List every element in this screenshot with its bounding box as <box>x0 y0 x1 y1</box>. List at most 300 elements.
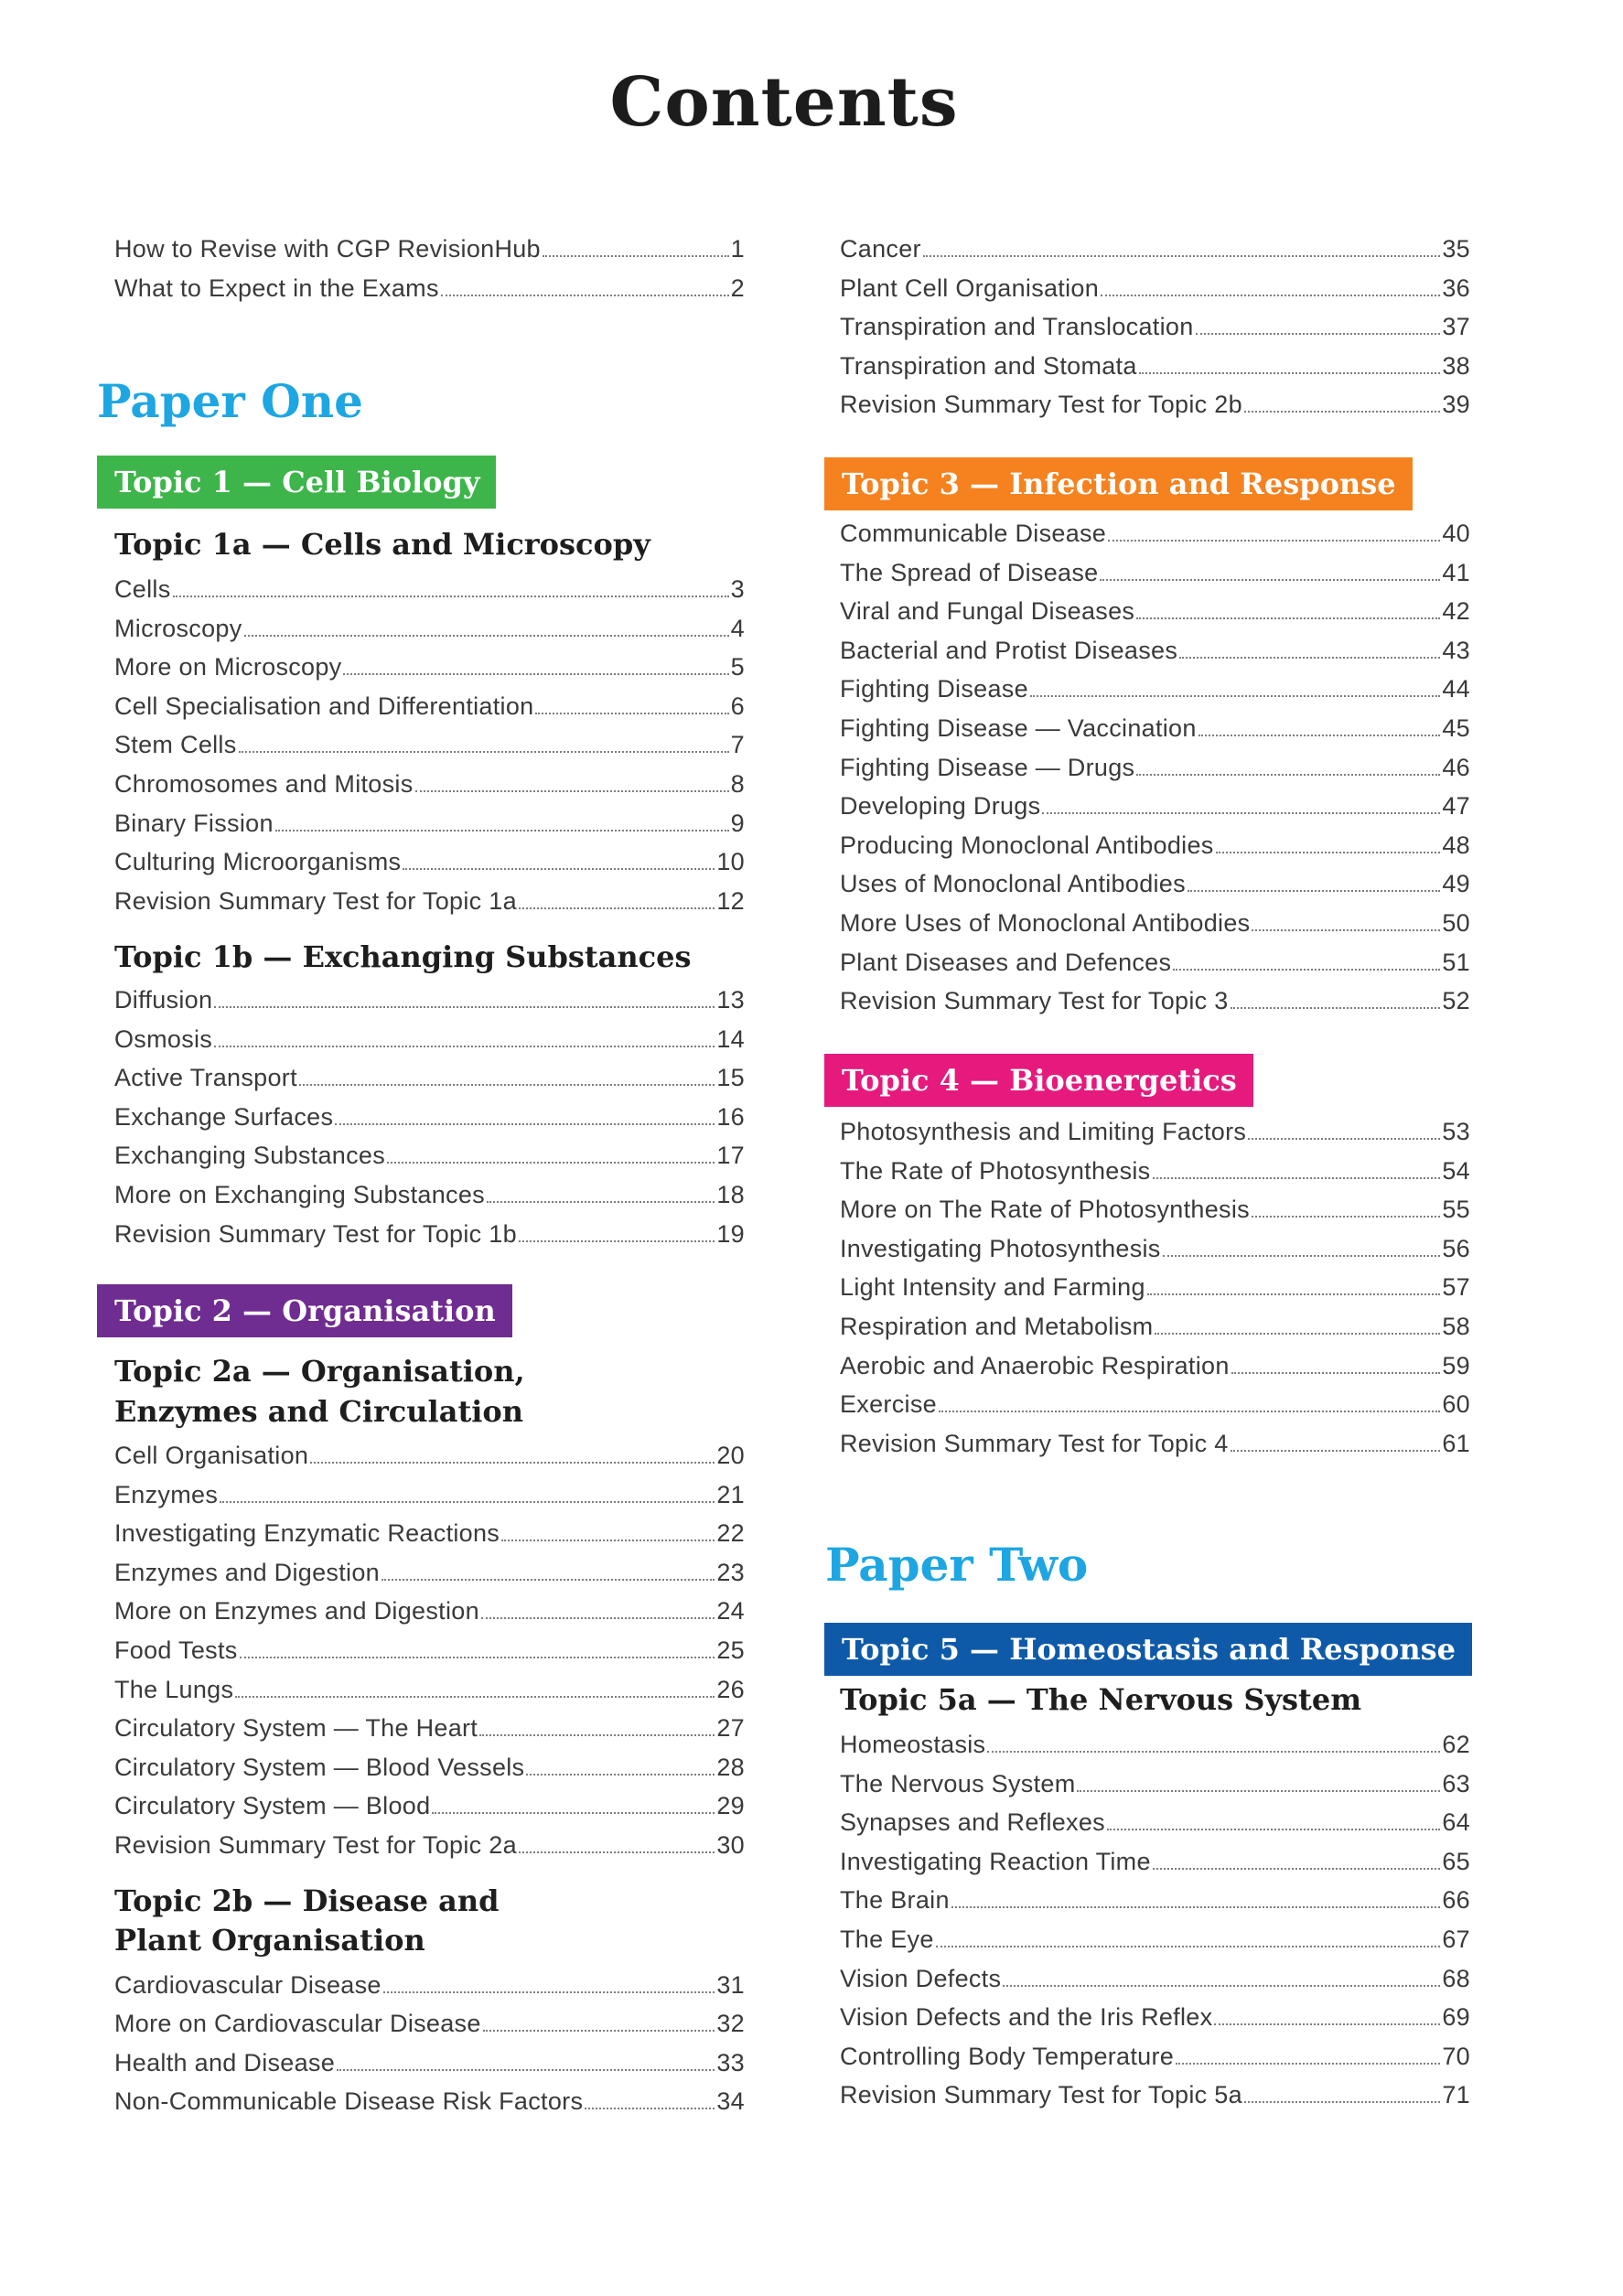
dot-leader <box>1216 852 1441 853</box>
toc-entry <box>840 1998 1470 2037</box>
toc-entry <box>840 826 1470 865</box>
toc-entry-title: Homeostasis <box>840 1731 986 1758</box>
toc-entry-title: Uses of Monoclonal Antibodies <box>840 870 1186 898</box>
toc-entry-page-number: 35 <box>1442 235 1470 263</box>
dot-leader <box>1248 1138 1440 1140</box>
toc-entry-title: Revision Summary Test for Topic 3 <box>840 987 1229 1015</box>
toc-entry-page-number: 16 <box>716 1102 745 1131</box>
toc-entry-page-number: 25 <box>716 1636 745 1664</box>
toc-entry-page-number: 33 <box>716 2048 745 2076</box>
dot-leader <box>987 1751 1440 1753</box>
toc-entry-title: Fighting Disease — Drugs <box>840 753 1135 781</box>
toc-entry <box>840 864 1470 904</box>
toc-entry <box>114 1670 745 1710</box>
toc-entry <box>114 842 745 882</box>
toc-entry <box>840 1725 1470 1765</box>
dot-leader <box>1214 2023 1440 2025</box>
toc-entry <box>114 1175 745 1215</box>
toc-entry-page-number: 36 <box>1442 274 1470 302</box>
toc-entry-title: The Lungs <box>114 1675 234 1703</box>
toc-entry-title: Revision Summary Test for Topic 2b <box>840 391 1242 419</box>
toc-entry-title: Culturing Microorganisms <box>114 848 402 876</box>
toc-entry-page-number: 58 <box>1442 1312 1470 1340</box>
dot-leader <box>1139 372 1441 374</box>
toc-entry-title: Circulatory System — Blood <box>114 1792 431 1820</box>
toc-entry-page-number: 18 <box>716 1180 745 1208</box>
dot-leader <box>310 1462 715 1464</box>
toc-entry <box>840 1920 1470 1959</box>
toc-entry-page-number: 69 <box>1442 2003 1470 2032</box>
dot-leader <box>1179 657 1440 659</box>
topic-2a-entries <box>114 1436 745 1865</box>
toc-entry-title: Synapses and Reflexes <box>840 1808 1105 1837</box>
toc-entry <box>840 1842 1470 1882</box>
toc-entry <box>114 230 745 269</box>
dot-leader <box>1231 1372 1441 1374</box>
toc-entry-page-number: 52 <box>1442 987 1470 1015</box>
toc-entry-title: Enzymes and Digestion <box>114 1558 380 1586</box>
topic-2b-entries <box>114 1966 745 2121</box>
toc-entry <box>840 2037 1470 2076</box>
toc-entry-title: The Brain <box>840 1886 950 1915</box>
toc-entry-page-number: 30 <box>716 1830 745 1859</box>
toc-entry <box>840 1307 1470 1346</box>
toc-entry-title: The Spread of Disease <box>840 558 1099 586</box>
topic-1b-entries <box>114 981 745 1253</box>
dot-leader <box>441 295 729 296</box>
toc-entry-page-number: 41 <box>1442 558 1470 586</box>
toc-entry-title: Enzymes <box>114 1480 219 1508</box>
toc-entry <box>114 1786 745 1826</box>
toc-entry-page-number: 10 <box>716 848 745 876</box>
toc-entry-page-number: 7 <box>730 731 745 759</box>
toc-entry <box>114 570 745 609</box>
toc-entry-title: Producing Monoclonal Antibodies <box>840 831 1214 859</box>
dot-leader <box>1176 2063 1440 2065</box>
toc-entry <box>114 1631 745 1670</box>
toc-entry-page-number: 6 <box>730 692 745 720</box>
topic-1a-entries <box>114 570 745 920</box>
toc-entry <box>114 765 745 804</box>
dot-leader <box>1244 411 1440 413</box>
toc-entry-page-number: 14 <box>716 1025 745 1053</box>
dot-leader <box>519 907 715 909</box>
toc-entry-page-number: 62 <box>1442 1731 1470 1758</box>
dot-leader <box>1107 1829 1440 1830</box>
toc-entry <box>840 307 1470 347</box>
toc-entry <box>114 269 745 308</box>
toc-entry-page-number: 34 <box>716 2087 745 2116</box>
topic-5a-heading <box>840 1680 1470 1720</box>
dot-leader <box>299 1084 715 1086</box>
toc-entry-page-number: 8 <box>730 769 745 798</box>
toc-entry-title: Light Intensity and Farming <box>840 1273 1145 1302</box>
topic-2b-entries-continued <box>840 230 1470 424</box>
toc-entry <box>840 1112 1470 1152</box>
toc-entry-title: Communicable Disease <box>840 520 1107 547</box>
toc-entry-page-number: 64 <box>1442 1808 1470 1837</box>
toc-entry <box>114 609 745 649</box>
toc-entry-page-number: 70 <box>1442 2042 1470 2070</box>
toc-entry-page-number: 68 <box>1442 1964 1470 1992</box>
toc-entry-title: More on Microscopy <box>114 653 342 681</box>
toc-entry-page-number: 15 <box>716 1064 745 1092</box>
toc-entry-page-number: 49 <box>1442 870 1470 898</box>
dot-leader <box>403 868 715 870</box>
topic-2b-heading <box>114 1882 745 1961</box>
toc-entry-title: Binary Fission <box>114 809 274 837</box>
dot-leader <box>1100 579 1440 581</box>
toc-entry <box>840 1346 1470 1386</box>
toc-entry-page-number: 56 <box>1442 1234 1470 1262</box>
toc-entry-page-number: 59 <box>1442 1351 1470 1379</box>
toc-entry-page-number: 53 <box>1442 1118 1470 1145</box>
toc-entry-title: Vision Defects and the Iris Reflex <box>840 2003 1213 2032</box>
dot-leader <box>585 2108 715 2109</box>
toc-entry-title: Non-Communicable Disease Risk Factors <box>114 2087 584 2116</box>
toc-entry <box>114 1475 745 1515</box>
toc-entry <box>840 514 1470 553</box>
dot-leader <box>1155 1333 1440 1335</box>
toc-entry-page-number: 45 <box>1442 713 1470 742</box>
toc-entry-title: More on Exchanging Substances <box>114 1180 485 1208</box>
toc-entry-title: How to Revise with CGP RevisionHub <box>114 235 541 263</box>
toc-entry-title: Transpiration and Translocation <box>840 313 1194 341</box>
toc-entry-title: Cancer <box>840 235 921 263</box>
toc-entry-title: Transpiration and Stomata <box>840 351 1137 380</box>
dot-leader <box>1077 1790 1440 1792</box>
toc-entry <box>114 981 745 1020</box>
toc-entry-page-number: 4 <box>730 614 745 642</box>
toc-entry <box>840 670 1470 709</box>
toc-entry-page-number: 38 <box>1442 351 1470 380</box>
topic-2-banner: Topic 2 — Organisation <box>97 1284 512 1337</box>
toc-entry <box>840 2076 1470 2115</box>
topic-1a-heading-line: Topic 1a — Cells and Microscopy <box>114 527 650 562</box>
toc-entry <box>114 1709 745 1748</box>
toc-entry-page-number: 50 <box>1442 908 1470 937</box>
dot-leader <box>1231 1450 1441 1452</box>
toc-entry-page-number: 3 <box>730 575 745 603</box>
dot-leader <box>337 2069 715 2071</box>
dot-leader <box>1003 1985 1440 1987</box>
dot-leader <box>432 1812 715 1814</box>
dot-leader <box>1198 735 1441 736</box>
toc-entry-title: Revision Summary Test for Topic 1b <box>114 1219 517 1248</box>
toc-entry <box>840 709 1470 748</box>
paper-one-heading: Paper One <box>97 374 363 428</box>
dot-leader <box>239 751 729 753</box>
toc-entry-title: Investigating Photosynthesis <box>840 1234 1161 1262</box>
toc-entry <box>114 1748 745 1787</box>
toc-entry-title: Plant Cell Organisation <box>840 274 1100 302</box>
dot-leader <box>382 1579 715 1581</box>
toc-entry-title: The Nervous System <box>840 1769 1076 1797</box>
toc-entry-page-number: 55 <box>1442 1196 1470 1224</box>
toc-entry <box>114 648 745 687</box>
toc-entry <box>840 1803 1470 1842</box>
toc-entry-title: Stem Cells <box>114 731 237 759</box>
dot-leader <box>220 1501 715 1503</box>
toc-entry <box>840 904 1470 943</box>
toc-entry-page-number: 61 <box>1442 1429 1470 1457</box>
toc-entry-page-number: 27 <box>716 1714 745 1743</box>
toc-entry-page-number: 9 <box>730 809 745 837</box>
toc-entry-page-number: 19 <box>716 1219 745 1248</box>
dot-leader <box>923 255 1441 257</box>
topic-1b-heading-line: Topic 1b — Exchanging Substances <box>114 939 692 974</box>
toc-entry <box>114 882 745 921</box>
toc-entry <box>114 1553 745 1593</box>
toc-entry-title: Revision Summary Test for Topic 5a <box>840 2081 1242 2109</box>
toc-entry-title: The Rate of Photosynthesis <box>840 1156 1151 1185</box>
toc-entry <box>840 1424 1470 1464</box>
toc-entry <box>840 553 1470 593</box>
toc-entry-page-number: 5 <box>730 653 745 681</box>
toc-entry <box>840 1229 1470 1269</box>
dot-leader <box>240 1657 715 1658</box>
toc-entry-title: Fighting Disease — Vaccination <box>840 713 1197 742</box>
toc-entry-page-number: 20 <box>716 1442 745 1469</box>
dot-leader <box>1147 1293 1441 1295</box>
toc-entry-page-number: 63 <box>1442 1769 1470 1797</box>
dot-leader <box>214 1046 715 1047</box>
dot-leader <box>1136 774 1440 776</box>
dot-leader <box>415 790 729 792</box>
dot-leader <box>387 1162 715 1164</box>
dot-leader <box>244 635 729 637</box>
topic-2b-heading-line-1: Topic 2b — Disease and <box>114 1883 500 1918</box>
dot-leader <box>1188 890 1440 892</box>
dot-leader <box>343 673 728 675</box>
dot-leader <box>481 1617 715 1619</box>
toc-entry-page-number: 65 <box>1442 1847 1470 1875</box>
dot-leader <box>939 1411 1440 1412</box>
toc-entry-title: Vision Defects <box>840 1964 1002 1992</box>
topic-1b-heading <box>114 938 745 977</box>
toc-entry <box>114 1826 745 1865</box>
toc-entry <box>840 1959 1470 1999</box>
dot-leader <box>519 1851 715 1853</box>
toc-entry <box>840 982 1470 1021</box>
topic-5a-heading-line: Topic 5a — The Nervous System <box>840 1682 1362 1717</box>
dot-leader <box>1153 1177 1441 1179</box>
dot-leader <box>479 1734 715 1736</box>
dot-leader <box>1163 1255 1441 1257</box>
topic-1a-heading <box>114 525 745 564</box>
toc-entry-title: Health and Disease <box>114 2048 336 2076</box>
toc-entry-title: Bacterial and Protist Diseases <box>840 636 1178 664</box>
toc-entry <box>114 1136 745 1175</box>
toc-entry-title: Photosynthesis and Limiting Factors <box>840 1118 1247 1145</box>
dot-leader <box>1231 1007 1441 1009</box>
toc-entry-title: Cell Specialisation and Differentiation <box>114 692 534 720</box>
toc-entry <box>840 592 1470 631</box>
toc-entry <box>840 631 1470 671</box>
toc-entry-title: Respiration and Metabolism <box>840 1312 1154 1340</box>
toc-entry-title: Diffusion <box>114 986 213 1014</box>
toc-entry <box>840 269 1470 308</box>
dot-leader <box>526 1774 715 1776</box>
toc-entry-title: Revision Summary Test for Topic 2a <box>114 1830 517 1859</box>
toc-entry <box>114 687 745 726</box>
dot-leader <box>1108 540 1440 542</box>
toc-entry <box>114 2004 745 2044</box>
toc-entry <box>114 725 745 765</box>
toc-entry-page-number: 37 <box>1442 313 1470 341</box>
toc-entry-title: Cells <box>114 575 171 603</box>
topic-2a-heading <box>114 1352 745 1432</box>
dot-leader <box>1252 929 1440 931</box>
topic-4-entries <box>840 1112 1470 1463</box>
dot-leader <box>1101 295 1440 296</box>
toc-entry-page-number: 71 <box>1442 2081 1470 2109</box>
toc-entry-page-number: 24 <box>716 1597 745 1625</box>
toc-entry-page-number: 57 <box>1442 1273 1470 1302</box>
dot-leader <box>1136 617 1440 619</box>
dot-leader <box>519 1240 715 1242</box>
toc-entry-page-number: 21 <box>716 1480 745 1508</box>
toc-entry-page-number: 40 <box>1442 520 1470 547</box>
toc-entry-page-number: 42 <box>1442 597 1470 626</box>
toc-entry <box>114 1514 745 1553</box>
toc-entry-title: Circulatory System — The Heart <box>114 1714 478 1743</box>
dot-leader <box>1030 695 1440 697</box>
toc-entry-title: Circulatory System — Blood Vessels <box>114 1753 525 1781</box>
toc-entry <box>840 1152 1470 1191</box>
toc-entry <box>114 1020 745 1059</box>
dot-leader <box>173 595 729 597</box>
toc-entry-page-number: 46 <box>1442 753 1470 781</box>
dot-leader <box>383 1991 715 1993</box>
dot-leader <box>535 713 728 714</box>
dot-leader <box>543 255 729 257</box>
toc-entry-page-number: 54 <box>1442 1156 1470 1185</box>
toc-entry-title: Aerobic and Anaerobic Respiration <box>840 1351 1230 1379</box>
toc-entry-title: Revision Summary Test for Topic 1a <box>114 886 517 915</box>
toc-entry <box>114 1098 745 1137</box>
toc-entry <box>114 804 745 843</box>
toc-entry <box>840 943 1470 982</box>
toc-entry <box>840 1765 1470 1804</box>
toc-entry-page-number: 2 <box>730 274 745 302</box>
toc-entry <box>114 1058 745 1098</box>
toc-entry <box>840 1881 1470 1920</box>
toc-entry <box>840 385 1470 424</box>
toc-entry-page-number: 39 <box>1442 391 1470 419</box>
toc-entry-title: Plant Diseases and Defences <box>840 948 1172 976</box>
dot-leader <box>1042 812 1440 814</box>
toc-entry <box>114 1592 745 1631</box>
toc-entry <box>840 748 1470 788</box>
topic-3-entries <box>840 514 1470 1021</box>
toc-entry-page-number: 31 <box>716 1970 745 1999</box>
toc-entry-page-number: 66 <box>1442 1886 1470 1915</box>
topic-5-banner: Topic 5 — Homeostasis and Response <box>824 1623 1472 1676</box>
dot-leader <box>951 1906 1441 1908</box>
page-title: Contents <box>609 63 959 142</box>
front-matter-list <box>114 230 745 307</box>
dot-leader <box>936 1946 1441 1947</box>
topic-2b-heading-line-2: Plant Organisation <box>114 1923 425 1958</box>
toc-entry-page-number: 32 <box>716 2010 745 2038</box>
toc-entry <box>840 1268 1470 1307</box>
paper-two-heading: Paper Two <box>825 1538 1089 1592</box>
toc-entry-title: More on The Rate of Photosynthesis <box>840 1196 1250 1224</box>
toc-entry-page-number: 29 <box>716 1792 745 1820</box>
toc-entry-title: Controlling Body Temperature <box>840 2042 1175 2070</box>
toc-entry <box>840 1190 1470 1229</box>
toc-entry-title: Investigating Reaction Time <box>840 1847 1151 1875</box>
dot-leader <box>1153 1868 1441 1870</box>
toc-entry <box>840 1385 1470 1424</box>
toc-entry-title: Chromosomes and Mitosis <box>114 769 414 798</box>
dot-leader <box>1252 1216 1440 1218</box>
toc-entry-title: Exchange Surfaces <box>114 1102 334 1131</box>
dot-leader <box>501 1540 715 1541</box>
toc-entry-title: More on Cardiovascular Disease <box>114 2010 481 2038</box>
toc-entry-title: Osmosis <box>114 1025 213 1053</box>
toc-entry-page-number: 26 <box>716 1675 745 1703</box>
toc-entry-title: Cell Organisation <box>114 1442 309 1469</box>
toc-entry-title: Investigating Enzymatic Reactions <box>114 1519 500 1548</box>
toc-entry-page-number: 44 <box>1442 675 1470 703</box>
dot-leader <box>235 1696 715 1698</box>
toc-entry-page-number: 48 <box>1442 831 1470 859</box>
toc-entry-page-number: 23 <box>716 1558 745 1586</box>
toc-entry-page-number: 13 <box>716 986 745 1014</box>
topic-2a-heading-line-2: Enzymes and Circulation <box>114 1393 523 1429</box>
toc-entry-page-number: 43 <box>1442 636 1470 664</box>
toc-entry-page-number: 67 <box>1442 1925 1470 1953</box>
toc-entry-page-number: 60 <box>1442 1390 1470 1419</box>
toc-entry-page-number: 1 <box>730 235 745 263</box>
toc-entry-title: Microscopy <box>114 614 242 642</box>
toc-entry <box>114 1436 745 1475</box>
toc-entry <box>114 1966 745 2005</box>
toc-entry-title: Revision Summary Test for Topic 4 <box>840 1429 1229 1457</box>
dot-leader <box>1244 2101 1440 2103</box>
toc-entry-title: Exchanging Substances <box>114 1142 385 1170</box>
toc-entry-page-number: 17 <box>716 1142 745 1170</box>
toc-entry <box>840 347 1470 386</box>
toc-entry-title: Exercise <box>840 1390 937 1419</box>
toc-entry-page-number: 51 <box>1442 948 1470 976</box>
toc-entry-title: Viral and Fungal Diseases <box>840 597 1135 626</box>
dot-leader <box>483 2030 715 2032</box>
toc-entry-page-number: 22 <box>716 1519 745 1548</box>
topic-1-banner: Topic 1 — Cell Biology <box>97 456 496 509</box>
dot-leader <box>1173 969 1440 971</box>
toc-entry <box>114 2044 745 2083</box>
dot-leader <box>335 1123 715 1125</box>
toc-entry <box>114 2082 745 2121</box>
toc-entry-title: Fighting Disease <box>840 675 1028 703</box>
toc-entry <box>840 787 1470 826</box>
toc-entry <box>840 230 1470 269</box>
toc-entry-title: More Uses of Monoclonal Antibodies <box>840 908 1251 937</box>
topic-3-banner: Topic 3 — Infection and Response <box>824 457 1413 510</box>
toc-entry-title: Developing Drugs <box>840 792 1041 821</box>
toc-entry-title: Food Tests <box>114 1636 238 1664</box>
topic-5a-entries <box>840 1725 1470 2115</box>
toc-entry-title: Cardiovascular Disease <box>114 1970 382 1999</box>
toc-entry-page-number: 47 <box>1442 792 1470 821</box>
toc-entry-page-number: 12 <box>716 886 745 915</box>
dot-leader <box>1196 333 1441 335</box>
topic-2a-heading-line-1: Topic 2a — Organisation, <box>114 1354 525 1389</box>
toc-entry-title: The Eye <box>840 1925 934 1953</box>
